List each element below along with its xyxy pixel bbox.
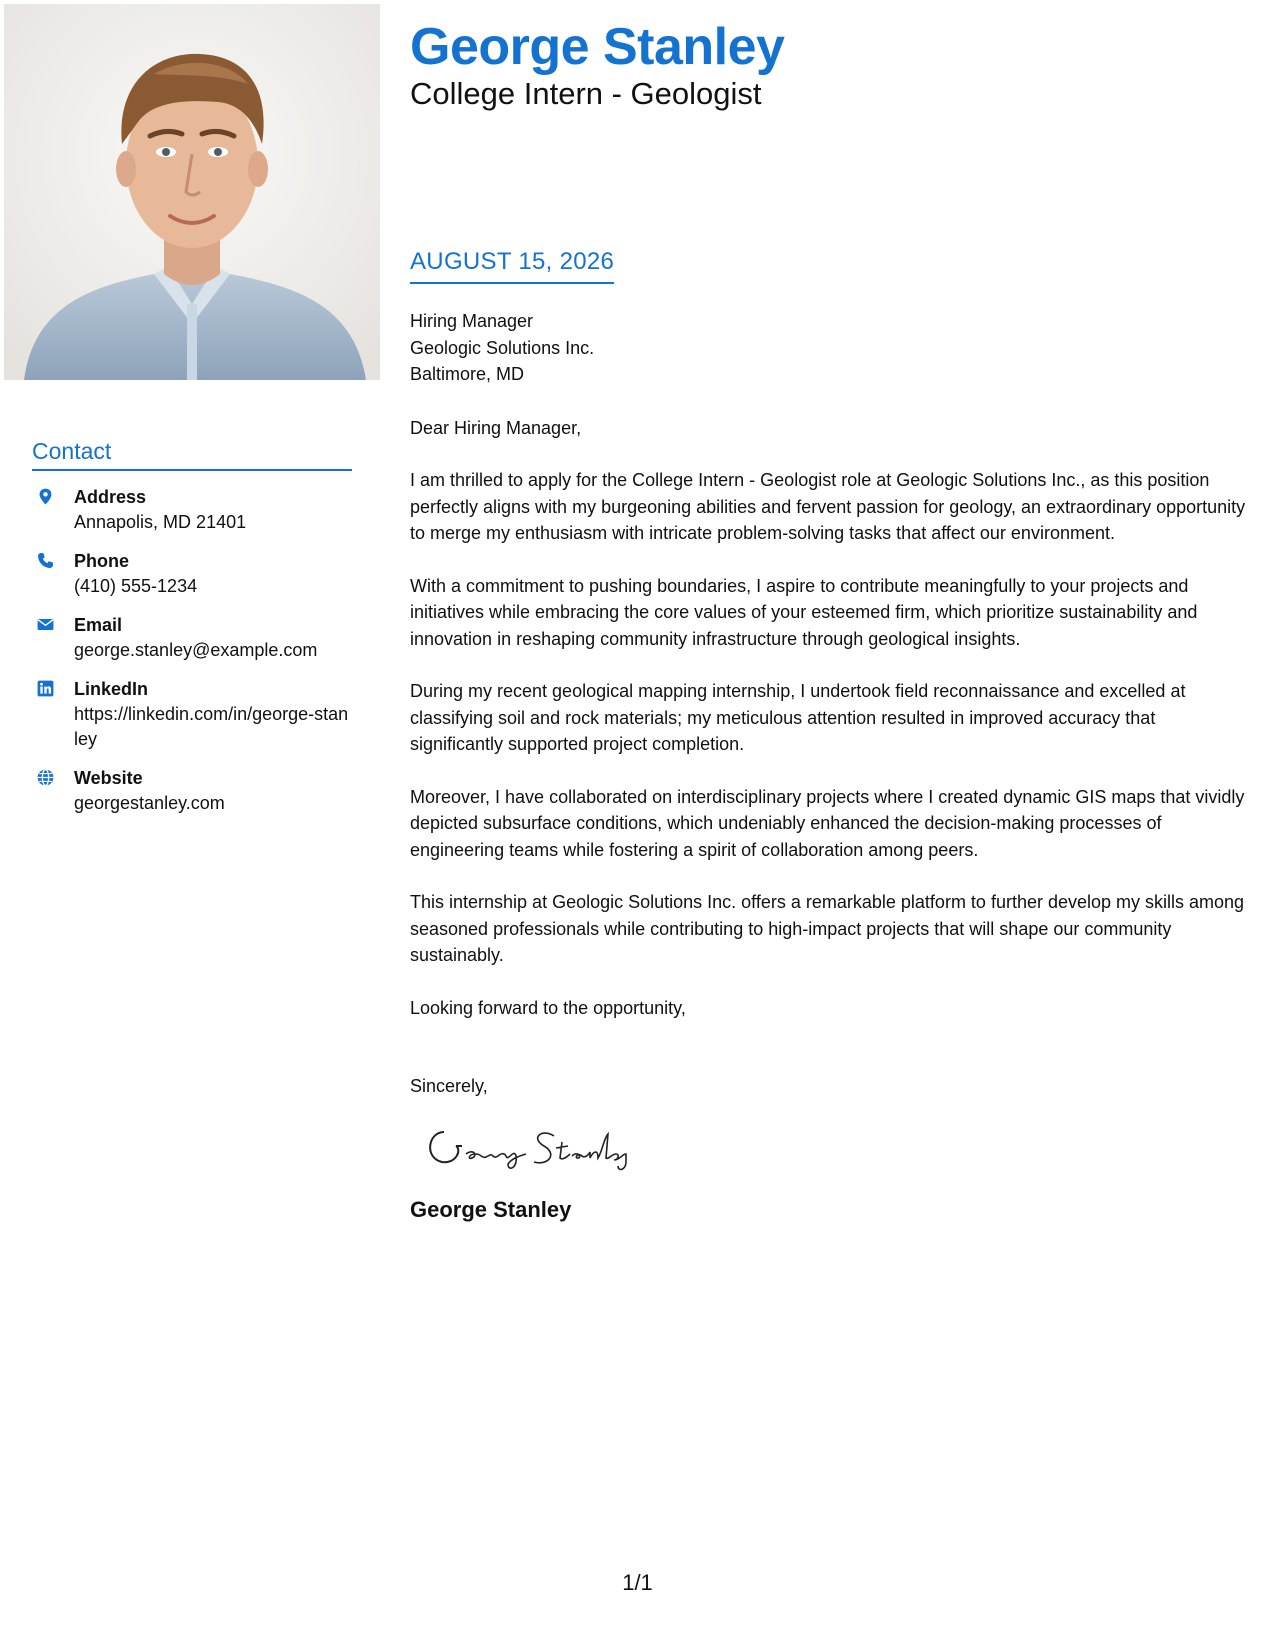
contact-heading: Contact (32, 438, 352, 471)
contact-label: Website (74, 768, 143, 788)
paragraph: This internship at Geologic Solutions Inc. offers a remarkable platform to further develop my skills among seasoned professionals while contributing to high-impact projects that will shape our community sustainably. (410, 892, 1245, 965)
page-number: 1/1 (622, 1570, 653, 1595)
recipient-block (410, 308, 1250, 388)
salutation: Dear Hiring Manager, (410, 417, 582, 438)
contact-value: george.stanley@example.com (74, 640, 318, 660)
applicant-name: George Stanley (410, 18, 785, 76)
contact-value[interactable]: https://linkedin.com/in/george-stanley (74, 704, 349, 749)
signature (422, 1118, 1250, 1182)
header (410, 20, 784, 111)
letter-body (410, 308, 1250, 1224)
signer-name: George Stanley (410, 1197, 572, 1222)
phone-icon (32, 549, 74, 599)
date-block (410, 248, 614, 284)
paragraph: Moreover, I have collaborated on interdisciplinary projects where I created dynamic GIS maps that vividly depicted subsurface conditions, which undeniably enhanced the decision-making processes of engineering teams while fostering a spirit of collaboration among peers. (410, 786, 1245, 860)
contact-label: Address (74, 487, 147, 507)
contact-phone (32, 549, 352, 599)
signoff: Sincerely, (410, 1076, 488, 1096)
globe-icon (32, 766, 74, 816)
contact-linkedin (32, 677, 352, 752)
contact-label: LinkedIn (74, 679, 149, 699)
contact-label: Email (74, 615, 123, 635)
recipient-location: Baltimore, MD (410, 364, 525, 384)
contact-address (32, 485, 352, 535)
job-title: College Intern - Geologist (410, 75, 762, 111)
paragraph: With a commitment to pushing boundaries, I aspire to contribute meaningfully to your projects and initiatives while embracing the core values of your esteemed firm, which prioritize sustainability and innovation in reshaping community infrastructure through geological insights. (410, 575, 1198, 649)
linkedin-icon (32, 677, 74, 752)
closing-line: Looking forward to the opportunity, (410, 997, 686, 1018)
paragraph: During my recent geological mapping internship, I undertook field reconnaissance and excelled at classifying soil and rock materials; my meticulous attention resulted in improved accuracy that significantly supported project completion. (410, 681, 1186, 754)
paragraph: I am thrilled to apply for the College Intern - Geologist role at Geologic Solutions Inc., as this position perfectly aligns with my burgeoning abilities and fervent passion for geology, an extraordinary opportunity to merge my enthusiasm with intricate problem-solving tasks that affect our environment. (410, 470, 1246, 543)
contact-email (32, 613, 352, 663)
recipient-company: Geologic Solutions Inc. (410, 337, 595, 358)
map-pin-icon (32, 485, 74, 535)
contact-value: Annapolis, MD 21401 (74, 512, 247, 532)
contact-value[interactable]: georgestanley.com (74, 793, 225, 813)
envelope-icon (32, 613, 74, 663)
profile-photo (4, 4, 380, 380)
contact-website (32, 766, 352, 816)
recipient-name: Hiring Manager (410, 311, 534, 331)
contact-section (32, 438, 352, 816)
contact-value: (410) 555-1234 (74, 576, 198, 596)
contact-label: Phone (74, 551, 130, 571)
letter-date: AUGUST 15, 2026 (410, 248, 614, 284)
